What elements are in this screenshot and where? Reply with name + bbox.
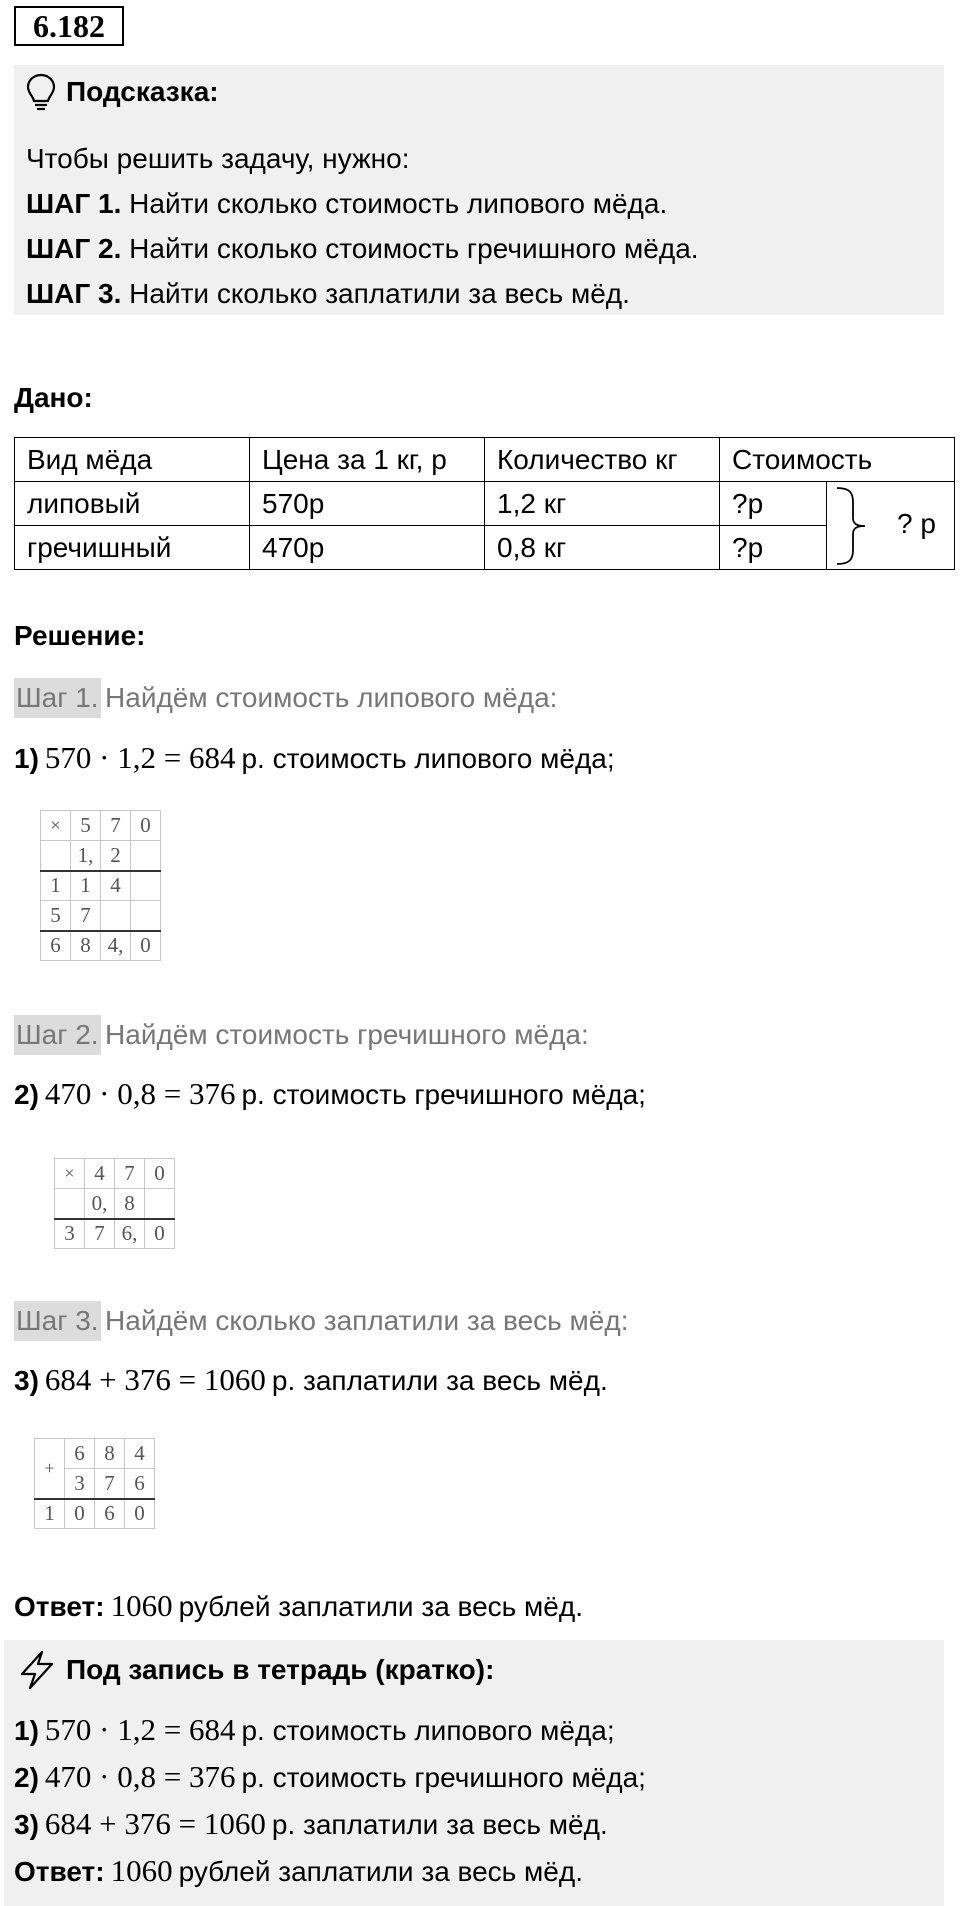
table-header-row — [15, 438, 955, 482]
table-header-cell: Количество кг — [485, 438, 720, 482]
equation-math: 570 · 1,2 = 684 — [44, 740, 236, 775]
calc-cell — [55, 1189, 85, 1219]
step-1-header — [14, 678, 557, 718]
equation-text: р. заплатили за весь мёд. — [271, 1365, 608, 1396]
step-text: Найдём сколько заплатили за весь мёд: — [105, 1305, 629, 1336]
step-text: Найдём стоимость гречишного мёда: — [105, 1019, 589, 1050]
total-cost-label: ? р — [897, 508, 936, 539]
hint-intro: Чтобы решить задачу, нужно: — [26, 143, 410, 174]
answer-math: 1060 — [110, 1588, 173, 1623]
equation-math: 470 · 0,8 = 376 — [44, 1759, 236, 1794]
calc-cell: 0 — [125, 1499, 155, 1529]
task-number: 6.182 — [14, 6, 124, 46]
calc-cell: 7 — [85, 1219, 115, 1249]
equation-number: 3) — [14, 1365, 39, 1396]
calc-cell: 7 — [101, 811, 131, 841]
equation-text: р. заплатили за весь мёд. — [271, 1809, 608, 1840]
short-line-1 — [14, 1712, 615, 1748]
calc-cell — [131, 871, 161, 901]
hint-step-label: ШАГ 2. — [26, 233, 122, 264]
table-cell: липовый — [15, 482, 250, 526]
step-1-equation — [14, 740, 615, 776]
table-header-cell: Цена за 1 кг, р — [250, 438, 485, 482]
step-label: Шаг 2. — [14, 1015, 101, 1055]
short-answer-line — [14, 1853, 583, 1889]
calc-cell: 2 — [101, 841, 131, 871]
calc-cell: 6 — [95, 1499, 125, 1529]
total-brace-cell — [827, 482, 955, 570]
table-cell: гречишный — [15, 526, 250, 570]
answer-label: Ответ: — [14, 1591, 105, 1622]
calc-cell: 0 — [131, 931, 161, 961]
hint-step-text: Найти сколько заплатили за весь мёд. — [129, 278, 630, 309]
lightbulb-icon — [26, 73, 56, 111]
equation-text: р. стоимость липового мёда; — [241, 1715, 615, 1746]
step-text: Найдём стоимость липового мёда: — [105, 682, 558, 713]
calc-cell — [131, 841, 161, 871]
calc-cell: 0 — [131, 811, 161, 841]
calc-cell: 4 — [85, 1159, 115, 1189]
hint-step-text: Найти сколько стоимость гречишного мёда. — [129, 233, 699, 264]
table-cell: 470р — [250, 526, 485, 570]
equation-math: 570 · 1,2 = 684 — [44, 1712, 236, 1747]
equation-text: р. стоимость гречишного мёда; — [241, 1762, 646, 1793]
calc-cell: 5 — [41, 901, 71, 931]
given-title: Дано: — [14, 382, 93, 413]
lightning-icon — [18, 1650, 56, 1690]
hint-step-text: Найти сколько стоимость липового мёда. — [129, 188, 668, 219]
equation-text: р. стоимость гречишного мёда; — [241, 1079, 646, 1110]
calc-cell: 4 — [101, 871, 131, 901]
calc-cell: 0, — [85, 1189, 115, 1219]
brace-icon — [835, 486, 875, 566]
calc-cell — [131, 901, 161, 931]
short-line-2 — [14, 1759, 646, 1795]
equation-number: 3) — [14, 1809, 39, 1840]
calc-cell: 8 — [71, 931, 101, 961]
calc-cell: 0 — [145, 1219, 175, 1249]
calc-cell: 8 — [115, 1189, 145, 1219]
calc-cell: 0 — [65, 1499, 95, 1529]
answer-text: рублей заплатили за весь мёд. — [178, 1856, 583, 1887]
calc-grid-3 — [34, 1438, 155, 1529]
step-label: Шаг 3. — [14, 1301, 101, 1341]
equation-number: 2) — [14, 1079, 39, 1110]
table-cell: 570р — [250, 482, 485, 526]
calc-cell: 4 — [125, 1439, 155, 1469]
equation-math: 684 + 376 = 1060 — [44, 1806, 266, 1841]
hint-step-1 — [26, 188, 667, 220]
calc-cell: 1 — [35, 1499, 65, 1529]
calc-cell — [101, 901, 131, 931]
calc-grid-2 — [54, 1158, 175, 1249]
calc-cell: 1, — [71, 841, 101, 871]
answer-text: рублей заплатили за весь мёд. — [178, 1591, 583, 1622]
equation-number: 1) — [14, 743, 39, 774]
hint-step-2 — [26, 233, 699, 265]
equation-number: 2) — [14, 1762, 39, 1793]
calc-cell — [41, 841, 71, 871]
table-cell: 0,8 кг — [485, 526, 720, 570]
given-table — [14, 437, 955, 570]
hint-box — [14, 65, 944, 315]
calc-cell: 1 — [41, 871, 71, 901]
equation-math: 684 + 376 = 1060 — [44, 1362, 266, 1397]
calc-cell: 4, — [101, 931, 131, 961]
table-header-cell: Вид мёда — [15, 438, 250, 482]
calc-cell: 1 — [71, 871, 101, 901]
table-row — [15, 482, 955, 526]
equation-text: р. стоимость липового мёда; — [241, 743, 615, 774]
calc-cell: 3 — [55, 1219, 85, 1249]
calc-cell: 0 — [145, 1159, 175, 1189]
calc-grid-1 — [40, 810, 161, 961]
equation-math: 470 · 0,8 = 376 — [44, 1076, 236, 1111]
calc-cell: 8 — [95, 1439, 125, 1469]
calc-cell: 6 — [65, 1439, 95, 1469]
hint-title-row — [26, 73, 219, 111]
step-2-header — [14, 1015, 589, 1055]
table-cell: ?р — [720, 482, 827, 526]
equation-number: 1) — [14, 1715, 39, 1746]
table-cell: 1,2 кг — [485, 482, 720, 526]
short-line-3 — [14, 1806, 608, 1842]
calc-cell: × — [41, 811, 71, 841]
table-row — [15, 526, 955, 570]
table-header-cell: Стоимость — [720, 438, 955, 482]
step-label: Шаг 1. — [14, 678, 101, 718]
calc-cell: + — [35, 1439, 65, 1499]
calc-cell: 6, — [115, 1219, 145, 1249]
short-title: Под запись в тетрадь (кратко): — [66, 1654, 495, 1685]
calc-cell — [145, 1189, 175, 1219]
answer-label: Ответ: — [14, 1856, 105, 1887]
calc-cell: 7 — [115, 1159, 145, 1189]
calc-cell: 6 — [125, 1469, 155, 1499]
hint-title: Подсказка: — [66, 76, 219, 107]
table-cell: ?р — [720, 526, 827, 570]
calc-cell: × — [55, 1159, 85, 1189]
step-3-equation — [14, 1362, 608, 1398]
hint-step-3 — [26, 278, 630, 310]
hint-step-label: ШАГ 1. — [26, 188, 122, 219]
short-title-row — [18, 1650, 494, 1690]
answer-line — [14, 1588, 583, 1624]
calc-cell: 3 — [65, 1469, 95, 1499]
hint-step-label: ШАГ 3. — [26, 278, 122, 309]
calc-cell: 6 — [41, 931, 71, 961]
short-record-box — [4, 1640, 944, 1906]
calc-cell: 5 — [71, 811, 101, 841]
calc-cell: 7 — [95, 1469, 125, 1499]
answer-math: 1060 — [110, 1853, 173, 1888]
step-2-equation — [14, 1076, 646, 1112]
step-3-header — [14, 1301, 629, 1341]
solution-title: Решение: — [14, 620, 146, 651]
calc-cell: 7 — [71, 901, 101, 931]
